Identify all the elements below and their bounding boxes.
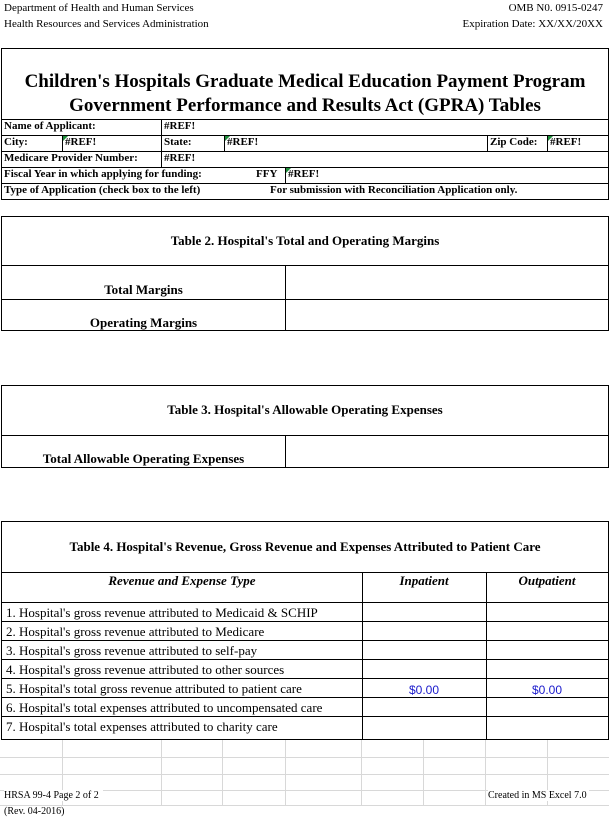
table-4 <box>1 521 609 740</box>
table-4-title: Table 4. Hospital's Revenue, Gross Revenue and Expenses Attributed to Patient Care <box>69 539 541 554</box>
agency-name: Health Resources and Services Administration <box>4 18 209 30</box>
city-value[interactable]: #REF! <box>65 136 97 148</box>
omb-number: OMB N0. 0915-0247 <box>508 2 603 14</box>
application-type-label: Type of Application (check box to the left) <box>4 184 201 196</box>
table-row: 7. Hospital's total expenses attributed to charity care <box>6 719 278 734</box>
form-header-box <box>1 48 609 200</box>
column-header-type: Revenue and Expense Type <box>108 573 256 588</box>
zip-label: Zip Code: <box>490 136 538 148</box>
table-3 <box>1 385 609 468</box>
table-2 <box>1 216 609 331</box>
total-outpatient-value: $0.00 <box>531 683 563 697</box>
operating-margins-input[interactable] <box>287 301 607 329</box>
table-row: 5. Hospital's total gross revenue attributed to patient care <box>6 681 302 696</box>
total-inpatient-value: $0.00 <box>408 683 440 697</box>
fiscal-year-value[interactable]: #REF! <box>288 168 320 180</box>
allowable-expenses-input[interactable] <box>287 437 607 466</box>
table-row: 3. Hospital's gross revenue attributed to self-pay <box>6 643 258 658</box>
provider-number-value[interactable]: #REF! <box>164 152 196 164</box>
table-row: 6. Hospital's total expenses attributed to uncompensated care <box>6 700 323 715</box>
zip-value[interactable]: #REF! <box>550 136 582 148</box>
operating-margins-label: Operating Margins <box>89 315 198 330</box>
table-row: 1. Hospital's gross revenue attributed to Medicaid & SCHIP <box>6 605 318 620</box>
city-label: City: <box>4 136 28 148</box>
form-subtitle: Government Performance and Results Act (GPRA) Tables <box>69 95 541 116</box>
column-header-outpatient: Outpatient <box>518 573 576 588</box>
created-note: Created in MS Excel 7.0 <box>488 790 587 801</box>
table-row: 2. Hospital's gross revenue attributed to Medicare <box>6 624 265 639</box>
table-3-title: Table 3. Hospital's Allowable Operating Expenses <box>167 402 443 417</box>
department-name: Department of Health and Human Services <box>4 2 194 14</box>
fiscal-year-label: Fiscal Year in which applying for funding: <box>4 168 202 180</box>
state-value[interactable]: #REF! <box>227 136 259 148</box>
application-type-note: For submission with Reconciliation Application only. <box>270 184 518 196</box>
applicant-label: Name of Applicant: <box>4 120 96 132</box>
ffy-label: FFY <box>256 168 278 180</box>
expiration-date: Expiration Date: XX/XX/20XX <box>462 18 603 30</box>
total-margins-label: Total Margins <box>104 282 183 297</box>
state-label: State: <box>164 136 192 148</box>
table-2-title: Table 2. Hospital's Total and Operating Margins <box>170 233 440 248</box>
allowable-expenses-label: Total Allowable Operating Expenses <box>42 451 245 466</box>
applicant-value[interactable]: #REF! <box>164 120 196 132</box>
form-title: Children's Hospitals Graduate Medical Education Payment Program <box>24 71 586 92</box>
table-row: 4. Hospital's gross revenue attributed to other sources <box>6 662 285 677</box>
form-page-id: HRSA 99-4 Page 2 of 2 <box>4 790 103 801</box>
total-margins-input[interactable] <box>287 267 607 297</box>
provider-number-label: Medicare Provider Number: <box>4 152 138 164</box>
form-revision: (Rev. 04-2016) <box>4 806 65 817</box>
column-header-inpatient: Inpatient <box>399 573 449 588</box>
